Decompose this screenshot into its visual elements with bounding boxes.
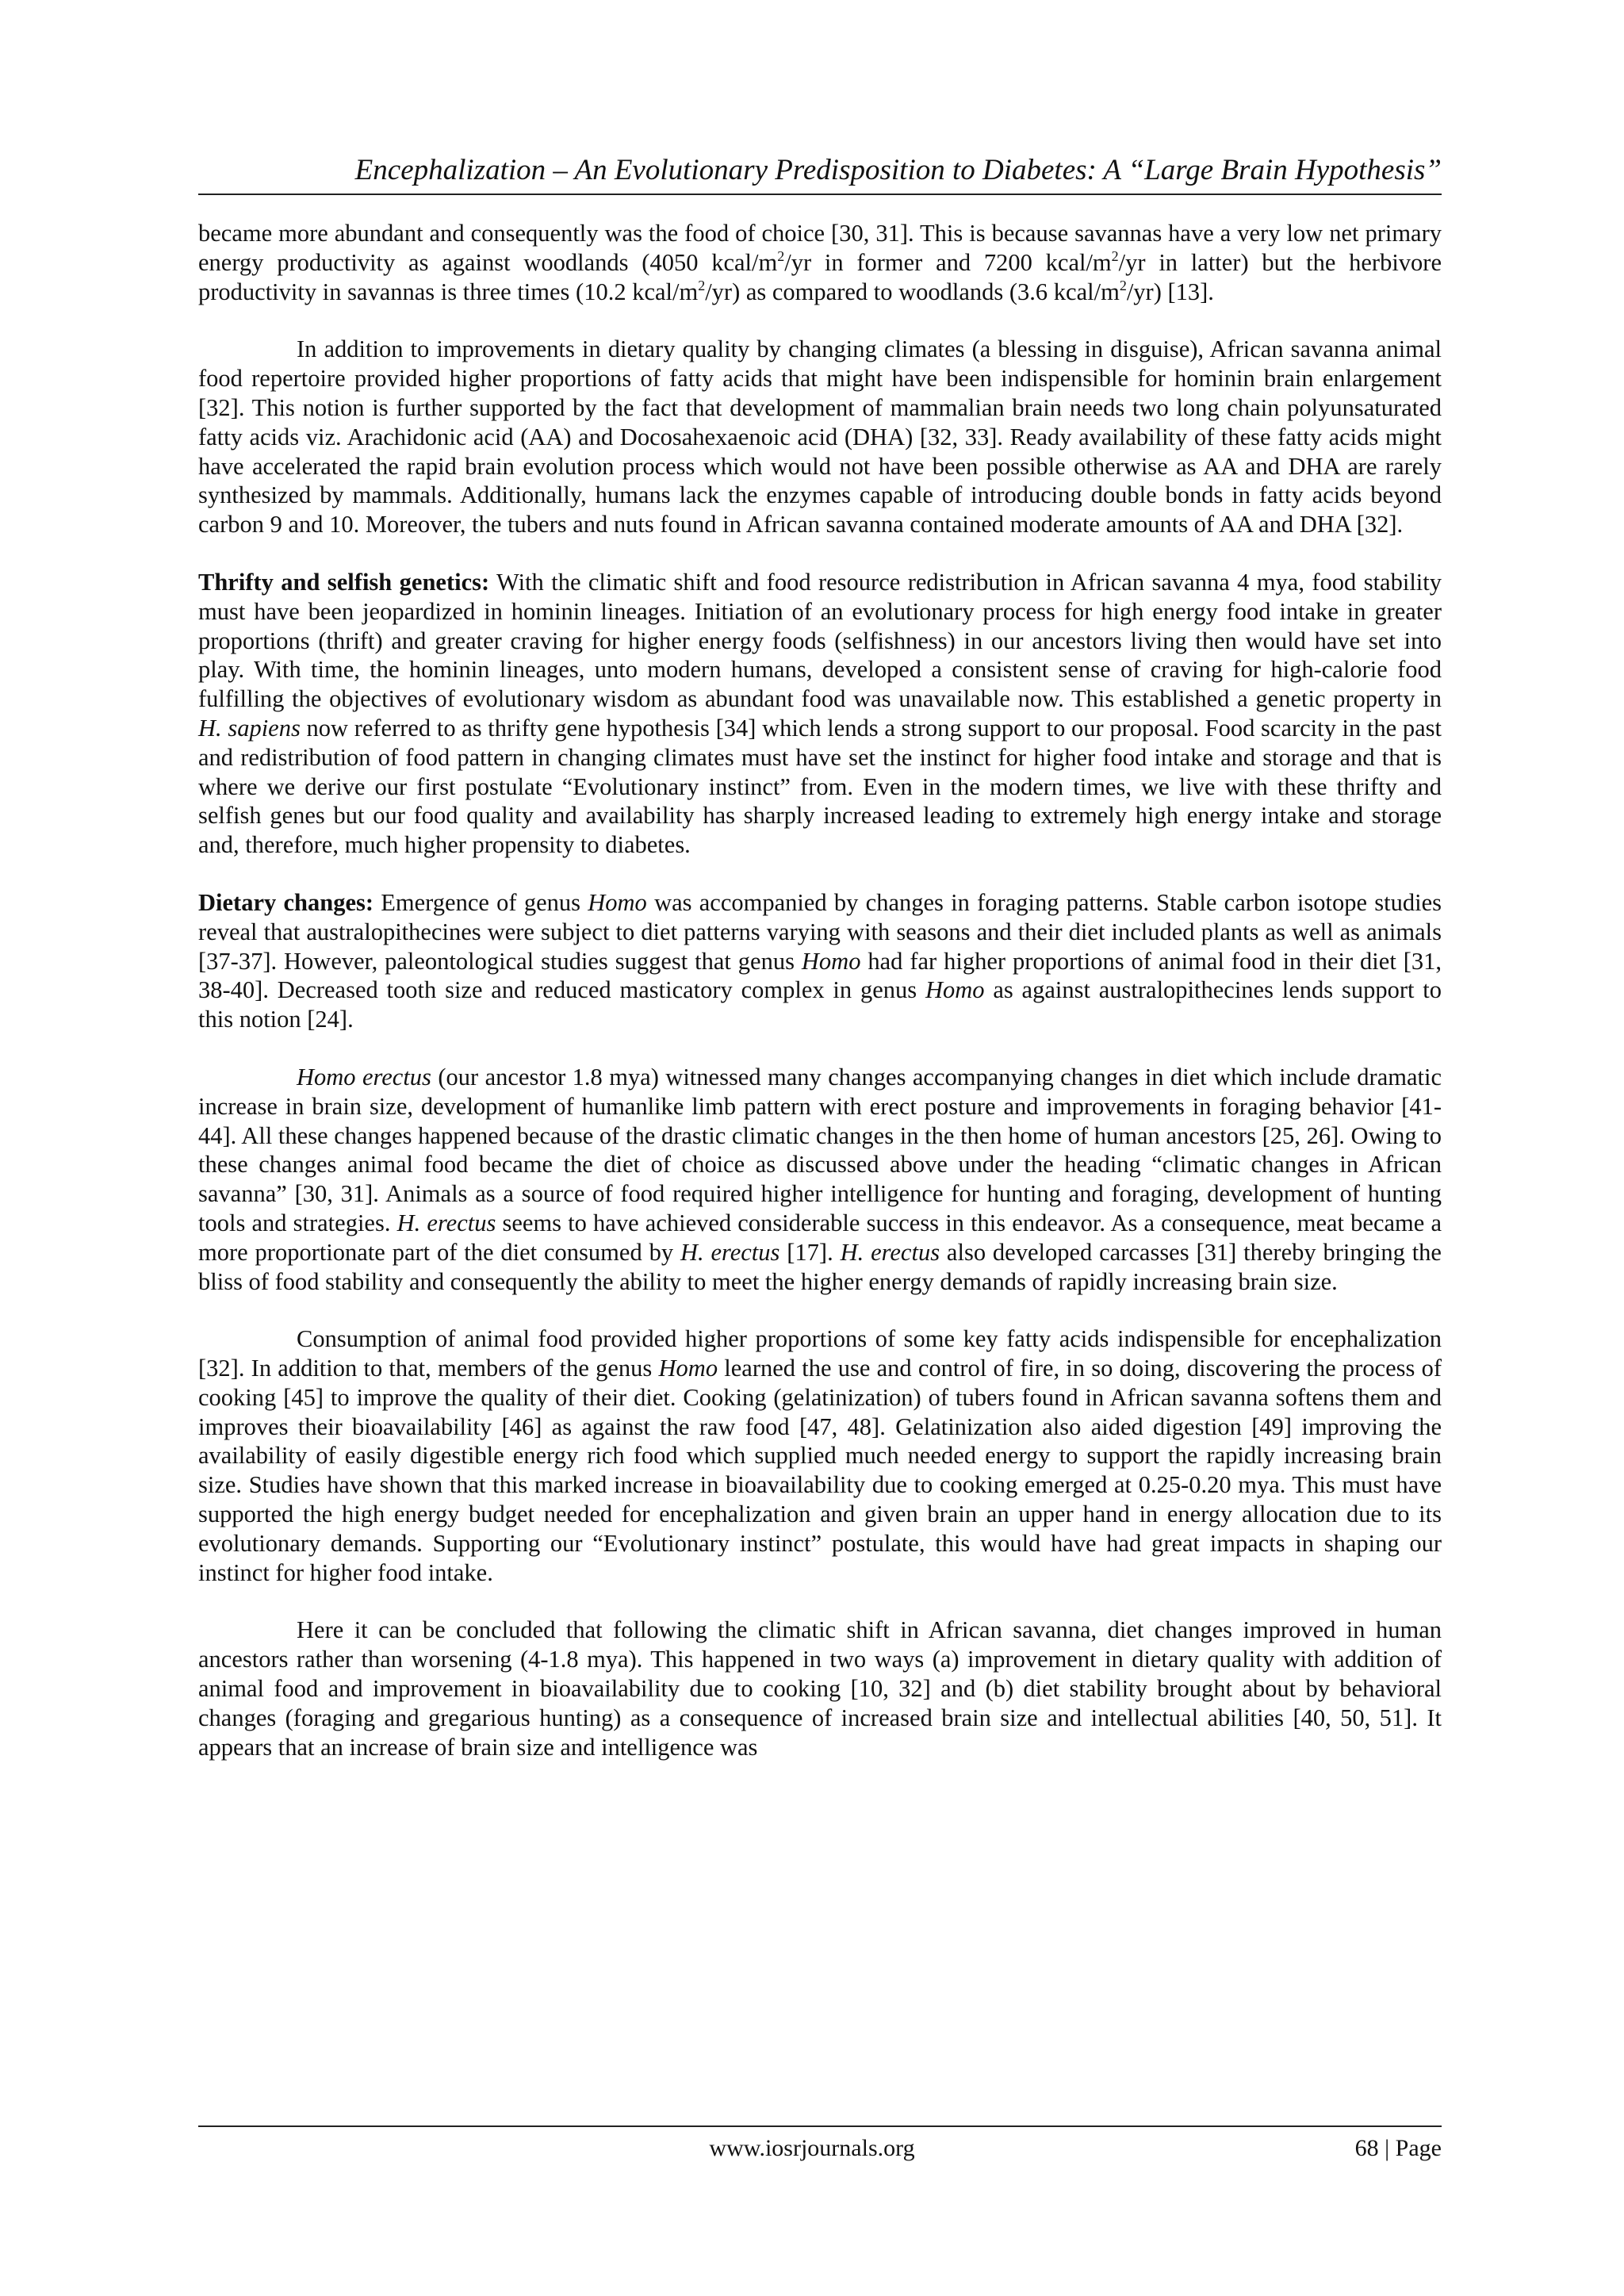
paragraph-dietary-changes: Dietary changes: Emergence of genus Homo was accompanied by changes in foraging patterns. Stable carbon isotope studies reveal that australopithecines were subject to diet patterns varying with seasons and their diet included plants as well as animals [37-37]. However, paleontological studies suggest that genus Homo had far higher proportions of animal food in their diet [31, 38-40]. Decreased tooth size and reduced masticatory complex in genus Homo as against australopithecines lends support to this notion [24]. [198, 888, 1442, 1033]
footer-page-number: 68 | Page [1354, 2135, 1442, 2161]
paragraph-conclusion: Here it can be concluded that following the climatic shift in African savanna, diet changes improved in human ancestors rather than worsening (4-1.8 mya). This happened in two ways (a) improvement in dietary quality with addition of animal food and improvement in bioavailability due to cooking [10, 32] and (b) diet stability brought about by behavioral changes (foraging and gregarious hunting) as a consequence of increased brain size and intellectual abilities [40, 50, 51]. It appears that an increase of brain size and intelligence was [198, 1616, 1442, 1761]
paragraph-thrifty-genetics: Thrifty and selfish genetics: With the climatic shift and food resource redistribution in African savanna 4 mya, food stability must have been jeopardized in hominin lineages. Initiation of an evolutionary process for high energy food intake in greater proportions (thrift) and greater craving for higher energy foods (selfishness) in our ancestors living then would have set into play. With time, the hominin lineages, unto modern humans, developed a consistent sense of craving for high-calorie food fulfilling the objectives of evolutionary wisdom as abundant food was unavailable now. This established a genetic property in H. sapiens now referred to as thrifty gene hypothesis [34] which lends a strong support to our proposal. Food scarcity in the past and redistribution of food pattern in changing climates must have set the instinct for higher food intake and storage and that is where we derive our first postulate “Evolutionary instinct” from. Even in the modern times, we live with these thrifty and selfish genes but our food quality and availability has sharply increased leading to extremely high energy intake and storage and, therefore, much higher propensity to diabetes. [198, 568, 1442, 859]
article-body [198, 219, 1442, 1790]
paragraph-savanna-productivity: became more abundant and consequently was the food of choice [30, 31]. This is because savannas have a very low net primary energy productivity as against woodlands (4050 kcal/$m^2/yr$ in former and 7200 kcal/$m^2/yr$ in latter) but the herbivore productivity in savannas is three times (10.2 kcal/$m^2/yr$) as compared to woodlands (3.6 kcal/$m^2/yr$) [13]. [198, 220, 1442, 305]
footer-rule [198, 2125, 1442, 2127]
section-heading-thrifty-genetics: Thrifty and selfish genetics: [198, 568, 490, 596]
section-heading-dietary-changes: Dietary changes: [198, 888, 374, 916]
paragraph-fatty-acids: In addition to improvements in dietary quality by changing climates (a blessing in disguise), African savanna animal food repertoire provided higher proportions of fatty acids that might have been indispensible for hominin brain enlargement [32]. This notion is further supported by the fact that development of mammalian brain needs two long chain polyunsaturated fatty acids viz. Arachidonic acid (AA) and Docosahexaenoic acid (DHA) [32, 33]. Ready availability of these fatty acids might have accelerated the rapid brain evolution process which would not have been possible otherwise as AA and DHA are rarely synthesized by mammals. Additionally, humans lack the enzymes capable of introducing double bonds in fatty acids beyond carbon 9 and 10. Moreover, the tubers and nuts found in African savanna contained moderate amounts of AA and DHA [32]. [198, 335, 1442, 539]
footer-journal-url: www.iosrjournals.org [709, 2135, 915, 2161]
running-header: Encephalization – An Evolutionary Predisposition to Diabetes: A “Large Brain Hypothesis” [354, 154, 1442, 186]
paragraph-homo-erectus: Homo erectus (our ancestor 1.8 mya) witnessed many changes accompanying changes in diet which include dramatic increase in brain size, development of humanlike limb pattern with erect posture and improvements in foraging behavior [41-44]. All these changes happened because of the drastic climatic changes in the then home of human ancestors [25, 26]. Owing to these changes animal food became the diet of choice as discussed above under the heading “climatic changes in African savanna” [30, 31]. Animals as a source of food required higher intelligence for hunting and foraging, development of hunting tools and strategies. H. erectus seems to have achieved considerable success in this endeavor. As a consequence, meat became a more proportionate part of the diet consumed by H. erectus [17]. H. erectus also developed carcasses [31] thereby bringing the bliss of food stability and consequently the ability to meet the higher energy demands of rapidly increasing brain size. [198, 1063, 1442, 1295]
paragraph-cooking: Consumption of animal food provided higher proportions of some key fatty acids indispensible for encephalization [32]. In addition to that, members of the genus Homo learned the use and control of fire, in so doing, discovering the process of cooking [45] to improve the quality of their diet. Cooking (gelatinization) of tubers found in African savanna softens them and improves their bioavailability [46] as against the raw food [47, 48]. Gelatinization also aided digestion [49] improving the availability of easily digestible energy rich food which supplied much needed energy to support the rapidly increasing brain size. Studies have shown that this marked increase in bioavailability due to cooking emerged at 0.25-0.20 mya. This must have supported the high energy budget needed for encephalization and given brain an upper hand in energy allocation due to its evolutionary demands. Supporting our “Evolutionary instinct” postulate, this would have had great impacts in shaping our instinct for higher food intake. [198, 1325, 1442, 1586]
header-rule [198, 194, 1442, 195]
